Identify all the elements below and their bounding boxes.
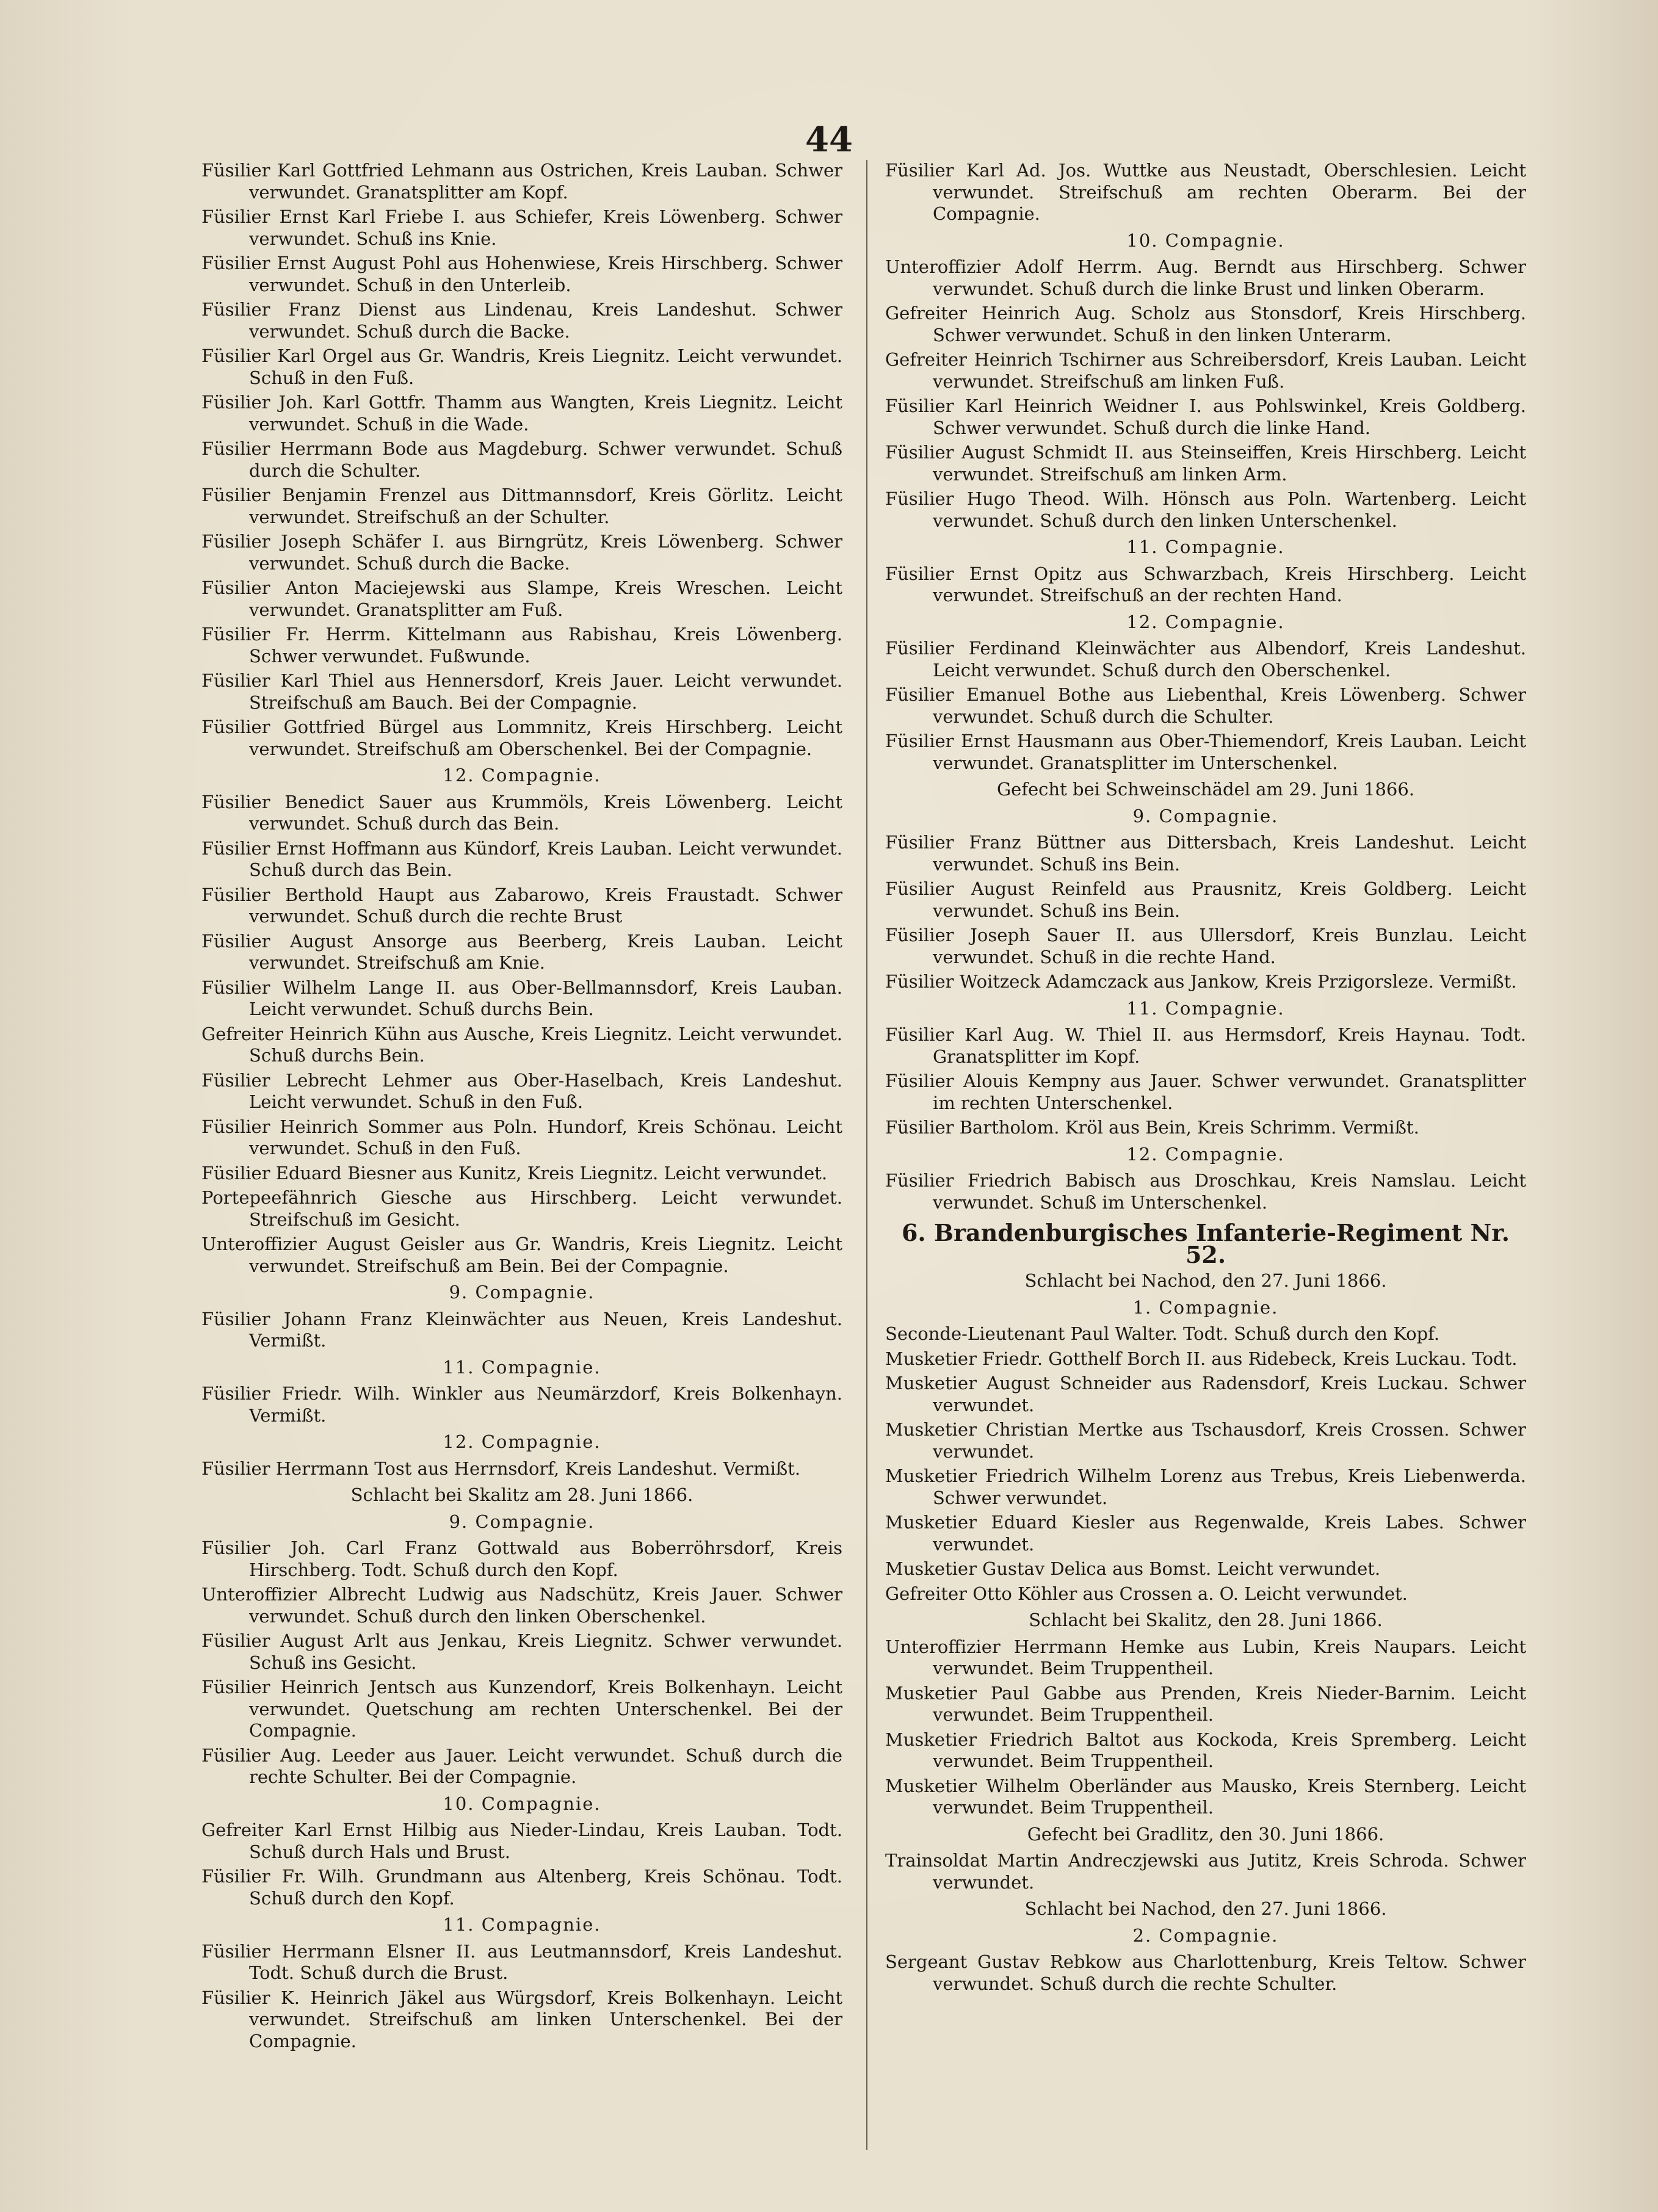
casualty-entry: Musketier Friedrich Wilhelm Lorenz aus Trebus, Kreis Liebenwerda. Schwer verwundet. (885, 1466, 1526, 1508)
casualty-entry: Füsilier Herrmann Bode aus Magdeburg. Schwer verwundet. Schuß durch die Schulter. (201, 438, 842, 481)
casualty-entry: Gefreiter Otto Köhler aus Crossen a. O. Leicht verwundet. (885, 1583, 1408, 1604)
casualty-entry: Musketier August Schneider aus Radensdorf, Kreis Luckau. Schwer verwundet. (885, 1373, 1526, 1415)
casualty-entry: Füsilier Gottfried Bürgel aus Lommnitz, Kreis Hirschberg. Leicht verwundet. Streifschuß am Oberschenkel. Bei der Compagnie. (201, 717, 842, 759)
company-heading: 10. Compagnie. (443, 1793, 601, 1814)
casualty-entry: Füsilier Berthold Haupt aus Zabarowo, Kreis Fraustadt. Schwer verwundet. Schuß durch die rechte Brust (201, 884, 842, 927)
casualty-entry: Füsilier Bartholom. Kröl aus Bein, Kreis Schrimm. Vermißt. (885, 1117, 1419, 1138)
company-heading: 12. Compagnie. (443, 765, 601, 786)
company-heading: 9. Compagnie. (449, 1511, 595, 1532)
casualty-entry: Füsilier Friedrich Babisch aus Droschkau, Kreis Namslau. Leicht verwundet. Schuß im Unterschenkel. (885, 1170, 1526, 1213)
company-heading: 11. Compagnie. (443, 1914, 601, 1935)
casualty-entry: Musketier Friedrich Baltot aus Kockoda, Kreis Spremberg. Leicht verwundet. Beim Truppentheil. (885, 1729, 1526, 1771)
casualty-entry: Füsilier Benjamin Frenzel aus Dittmannsdorf, Kreis Görlitz. Leicht verwundet. Streifschuß an der Schulter. (201, 485, 842, 527)
casualty-entry: Füsilier Fr. Herrm. Kittelmann aus Rabishau, Kreis Löwenberg. Schwer verwundet. Fußwunde. (201, 624, 842, 667)
casualty-entry: Füsilier Karl Gottfried Lehmann aus Ostrichen, Kreis Lauban. Schwer verwundet. Granatsplitter am Kopf. (201, 160, 842, 203)
casualty-entry: Füsilier Fr. Wilh. Grundmann aus Altenberg, Kreis Schönau. Todt. Schuß durch den Kopf. (201, 1866, 842, 1909)
company-heading: 11. Compagnie. (1126, 537, 1285, 557)
casualty-entry: Füsilier Karl Ad. Jos. Wuttke aus Neustadt, Oberschlesien. Leicht verwundet. Streifschuß am rechten Oberarm. Bei der Compagnie. (885, 160, 1526, 224)
casualty-entry: Füsilier Joseph Schäfer I. aus Birngrütz, Kreis Löwenberg. Schwer verwundet. Schuß durch die Backe. (201, 531, 842, 574)
casualty-entry: Füsilier Benedict Sauer aus Krummöls, Kreis Löwenberg. Leicht verwundet. Schuß durch das Bein. (201, 791, 842, 834)
battle-heading: Schlacht bei Nachod, den 27. Juni 1866. (1024, 1898, 1387, 1919)
casualty-entry: Füsilier Karl Thiel aus Hennersdorf, Kreis Jauer. Leicht verwundet. Streifschuß am Bauch. Bei der Compagnie. (201, 670, 842, 713)
casualty-entry: Füsilier Johann Franz Kleinwächter aus Neuen, Kreis Landeshut. Vermißt. (201, 1308, 842, 1351)
company-heading: 11. Compagnie. (1126, 997, 1285, 1019)
casualty-entry: Füsilier Eduard Biesner aus Kunitz, Kreis Liegnitz. Leicht verwundet. (201, 1162, 828, 1184)
casualty-entry: Füsilier August Arlt aus Jenkau, Kreis Liegnitz. Schwer verwundet. Schuß ins Gesicht. (201, 1630, 842, 1673)
casualty-entry: Musketier Eduard Kiesler aus Regenwalde, Kreis Labes. Schwer verwundet. (885, 1512, 1526, 1555)
casualty-entry: Füsilier Ernst Hoffmann aus Kündorf, Kreis Lauban. Leicht verwundet. Schuß durch das Bein. (201, 837, 842, 880)
casualty-entry: Füsilier Lebrecht Lehmer aus Ober-Haselbach, Kreis Landeshut. Leicht verwundet. Schuß in den Fuß. (201, 1069, 842, 1112)
right-column (885, 160, 1526, 1998)
casualty-entry: Gefreiter Heinrich Kühn aus Ausche, Kreis Liegnitz. Leicht verwundet. Schuß durchs Bein. (201, 1023, 842, 1066)
casualty-entry: Füsilier Ernst Hausmann aus Ober-Thiemendorf, Kreis Lauban. Leicht verwundet. Granatsplitter im Unterschenkel. (885, 731, 1526, 773)
casualty-entry: Füsilier Herrmann Elsner II. aus Leutmannsdorf, Kreis Landeshut. Todt. Schuß durch die Brust. (201, 1940, 842, 1983)
casualty-entry: Füsilier Herrmann Tost aus Herrnsdorf, Kreis Landeshut. Vermißt. (201, 1458, 801, 1479)
casualty-entry: Gefreiter Karl Ernst Hilbig aus Nieder-Lindau, Kreis Lauban. Todt. Schuß durch Hals und Brust. (201, 1820, 842, 1862)
company-heading: 12. Compagnie. (443, 1431, 601, 1452)
casualty-entry: Füsilier Aug. Leeder aus Jauer. Leicht verwundet. Schuß durch die rechte Schulter. Bei der Compagnie. (201, 1744, 842, 1787)
casualty-entry: Füsilier Anton Maciejewski aus Slampe, Kreis Wreschen. Leicht verwundet. Granatsplitter am Fuß. (201, 577, 842, 620)
casualty-entry: Füsilier Ernst August Pohl aus Hohenwiese, Kreis Hirschberg. Schwer verwundet. Schuß in den Unterleib. (201, 253, 842, 295)
casualty-entry: Füsilier Emanuel Bothe aus Liebenthal, Kreis Löwenberg. Schwer verwundet. Schuß durch die Schulter. (885, 684, 1526, 727)
casualty-entry: Portepeefähnrich Giesche aus Hirschberg. Leicht verwundet. Streifschuß im Gesicht. (201, 1187, 842, 1230)
casualty-entry: Gefreiter Heinrich Tschirner aus Schreibersdorf, Kreis Lauban. Leicht verwundet. Streifschuß am linken Fuß. (885, 349, 1526, 392)
left-column (201, 160, 842, 2055)
casualty-entry: Unteroffizier Adolf Herrm. Aug. Berndt aus Hirschberg. Schwer verwundet. Schuß durch die linke Brust und linken Oberarm. (885, 256, 1526, 299)
casualty-entry: Sergeant Gustav Rebkow aus Charlottenburg, Kreis Teltow. Schwer verwundet. Schuß durch die rechte Schulter. (885, 1951, 1526, 1994)
casualty-entry: Füsilier Joh. Karl Gottfr. Thamm aus Wangten, Kreis Liegnitz. Leicht verwundet. Schuß in die Wade. (201, 392, 842, 435)
battle-heading: Schlacht bei Skalitz, den 28. Juni 1866. (1029, 1610, 1383, 1630)
casualty-entry: Füsilier Heinrich Sommer aus Poln. Hundorf, Kreis Schönau. Leicht verwundet. Schuß in den Fuß. (201, 1116, 842, 1158)
company-heading: 10. Compagnie. (1126, 230, 1285, 251)
casualty-entry: Musketier Gustav Delica aus Bomst. Leicht verwundet. (885, 1558, 1381, 1579)
casualty-entry: Füsilier K. Heinrich Jäkel aus Würgsdorf, Kreis Bolkenhayn. Leicht verwundet. Streifschuß am linken Unterschenkel. Bei der Compagnie. (201, 1987, 842, 2051)
casualty-entry: Füsilier Joseph Sauer II. aus Ullersdorf, Kreis Bunzlau. Leicht verwundet. Schuß in die rechte Hand. (885, 925, 1526, 967)
casualty-entry: Füsilier Friedr. Wilh. Winkler aus Neumärzdorf, Kreis Bolkenhayn. Vermißt. (201, 1383, 842, 1426)
casualty-entry: Unteroffizier Albrecht Ludwig aus Nadschütz, Kreis Jauer. Schwer verwundet. Schuß durch den linken Oberschenkel. (201, 1584, 842, 1627)
company-heading: 1. Compagnie. (1132, 1296, 1279, 1318)
casualty-entry: Füsilier August Ansorge aus Beerberg, Kreis Lauban. Leicht verwundet. Streifschuß am Knie. (201, 930, 842, 973)
casualty-entry: Trainsoldat Martin Andreczjewski aus Jutitz, Kreis Schroda. Schwer verwundet. (885, 1850, 1526, 1893)
company-heading: 12. Compagnie. (1126, 611, 1285, 632)
company-heading: 11. Compagnie. (443, 1356, 601, 1378)
casualty-entry: Füsilier Heinrich Jentsch aus Kunzendorf, Kreis Bolkenhayn. Leicht verwundet. Quetschung am rechten Unterschenkel. Bei der Compagnie. (201, 1677, 842, 1741)
page-number: 44 (805, 120, 853, 160)
casualty-entry: Musketier Wilhelm Oberländer aus Mausko, Kreis Sternberg. Leicht verwundet. Beim Truppentheil. (885, 1775, 1526, 1818)
casualty-entry: Füsilier Joh. Carl Franz Gottwald aus Boberröhrsdorf, Kreis Hirschberg. Todt. Schuß durch den Kopf. (201, 1538, 842, 1580)
casualty-entry: Füsilier Karl Aug. W. Thiel II. aus Hermsdorf, Kreis Haynau. Todt. Granatsplitter im Kopf. (885, 1024, 1526, 1067)
battle-heading: Schlacht bei Skalitz am 28. Juni 1866. (350, 1484, 693, 1505)
casualty-entry: Füsilier Ferdinand Kleinwächter aus Albendorf, Kreis Landeshut. Leicht verwundet. Schuß durch den Oberschenkel. (885, 638, 1526, 681)
casualty-entry: Füsilier Karl Orgel aus Gr. Wandris, Kreis Liegnitz. Leicht verwundet. Schuß in den Fuß. (201, 345, 842, 388)
casualty-entry: Musketier Friedr. Gotthelf Borch II. aus Ridebeck, Kreis Luckau. Todt. (885, 1348, 1518, 1369)
casualty-entry: Seconde-Lieutenant Paul Walter. Todt. Schuß durch den Kopf. (885, 1323, 1440, 1344)
column-divider (866, 160, 867, 2150)
company-heading: 2. Compagnie. (1132, 1925, 1279, 1946)
company-heading: 9. Compagnie. (1132, 805, 1279, 826)
casualty-entry: Füsilier Woitzeck Adamczack aus Jankow, Kreis Przigorsleze. Vermißt. (885, 971, 1517, 992)
casualty-entry: Füsilier August Reinfeld aus Prausnitz, Kreis Goldberg. Leicht verwundet. Schuß ins Bein. (885, 878, 1526, 921)
casualty-entry: Musketier Paul Gabbe aus Prenden, Kreis Nieder-Barnim. Leicht verwundet. Beim Truppentheil. (885, 1682, 1526, 1725)
casualty-entry: Füsilier Franz Büttner aus Dittersbach, Kreis Landeshut. Leicht verwundet. Schuß ins Bein. (885, 832, 1526, 875)
company-heading: 9. Compagnie. (449, 1282, 595, 1303)
casualty-entry: Füsilier Hugo Theod. Wilh. Hönsch aus Poln. Wartenberg. Leicht verwundet. Schuß durch den linken Unterschenkel. (885, 488, 1526, 531)
casualty-entry: Unteroffizier Herrmann Hemke aus Lubin, Kreis Naupars. Leicht verwundet. Beim Truppentheil. (885, 1636, 1526, 1679)
company-heading: 12. Compagnie. (1126, 1143, 1285, 1165)
casualty-entry: Füsilier Ernst Opitz aus Schwarzbach, Kreis Hirschberg. Leicht verwundet. Streifschuß an der rechten Hand. (885, 563, 1526, 605)
casualty-entry: Füsilier Karl Heinrich Weidner I. aus Pohlswinkel, Kreis Goldberg. Schwer verwundet. Schuß durch die linke Hand. (885, 396, 1526, 438)
casualty-entry: Gefreiter Heinrich Aug. Scholz aus Stonsdorf, Kreis Hirschberg. Schwer verwundet. Schuß in den linken Unterarm. (885, 303, 1526, 345)
casualty-entry: Füsilier August Schmidt II. aus Steinseiffen, Kreis Hirschberg. Leicht verwundet. Streifschuß am linken Arm. (885, 442, 1526, 485)
battle-heading: Gefecht bei Schweinschädel am 29. Juni 1866. (996, 779, 1415, 800)
casualty-entry: Unteroffizier August Geisler aus Gr. Wandris, Kreis Liegnitz. Leicht verwundet. Streifschuß am Bein. Bei der Compagnie. (201, 1234, 842, 1276)
casualty-entry: Füsilier Alouis Kempny aus Jauer. Schwer verwundet. Granatsplitter im rechten Unterschenkel. (885, 1071, 1526, 1113)
casualty-entry: Füsilier Wilhelm Lange II. aus Ober-Bellmannsdorf, Kreis Lauban. Leicht verwundet. Schuß durchs Bein. (201, 977, 842, 1019)
casualty-entry: Musketier Christian Mertke aus Tschausdorf, Kreis Crossen. Schwer verwundet. (885, 1419, 1526, 1462)
battle-heading: Gefecht bei Gradlitz, den 30. Juni 1866. (1027, 1823, 1385, 1845)
casualty-entry: Füsilier Franz Dienst aus Lindenau, Kreis Landeshut. Schwer verwundet. Schuß durch die Backe. (201, 299, 842, 342)
casualty-entry: Füsilier Ernst Karl Friebe I. aus Schiefer, Kreis Löwenberg. Schwer verwundet. Schuß ins Knie. (201, 206, 842, 249)
battle-heading: Schlacht bei Nachod, den 27. Juni 1866. (1024, 1270, 1387, 1291)
regiment-heading: 6. Brandenburgisches Infanterie-Regiment Nr. 52. (901, 1219, 1510, 1268)
